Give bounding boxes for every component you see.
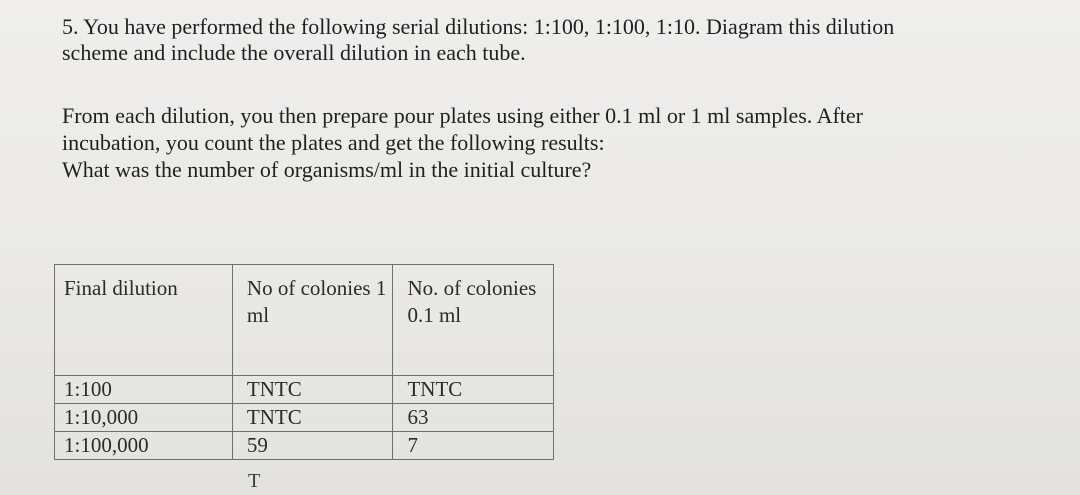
header-colonies-0-1ml: No. of colonies 0.1 ml xyxy=(393,265,554,376)
question-5 xyxy=(62,14,1072,66)
cell-dilution: 1:100 xyxy=(55,376,233,404)
header-colonies-1ml: No of colonies 1 ml xyxy=(232,265,393,376)
cell-colonies-0-1ml: 63 xyxy=(393,404,554,432)
cell-dilution: 1:10,000 xyxy=(55,404,233,432)
instructions-paragraph xyxy=(62,102,1072,183)
table-row xyxy=(55,404,554,432)
cell-dilution: 1:100,000 xyxy=(55,432,233,460)
question-line-2: scheme and include the overall dilution in each tube. xyxy=(62,40,526,65)
cell-colonies-1ml: TNTC xyxy=(232,376,393,404)
results-table xyxy=(54,264,554,460)
instructions-line-3: What was the number of organisms/ml in the initial culture? xyxy=(62,157,592,182)
cell-colonies-1ml: 59 xyxy=(232,432,393,460)
instructions-line-2: incubation, you count the plates and get the following results: xyxy=(62,130,605,155)
header-final-dilution: Final dilution xyxy=(55,265,233,376)
table-header-row xyxy=(55,265,554,376)
results-table-container xyxy=(54,264,554,460)
cutoff-text-fragment: T xyxy=(248,470,261,492)
question-line-1: 5. You have performed the following serial dilutions: 1:100, 1:100, 1:10. Diagram this dilution xyxy=(62,14,895,39)
instructions-line-1: From each dilution, you then prepare pour plates using either 0.1 ml or 1 ml samples. After xyxy=(62,103,863,128)
table-row xyxy=(55,432,554,460)
cell-colonies-0-1ml: TNTC xyxy=(393,376,554,404)
cell-colonies-1ml: TNTC xyxy=(232,404,393,432)
table-row xyxy=(55,376,554,404)
cell-colonies-0-1ml: 7 xyxy=(393,432,554,460)
